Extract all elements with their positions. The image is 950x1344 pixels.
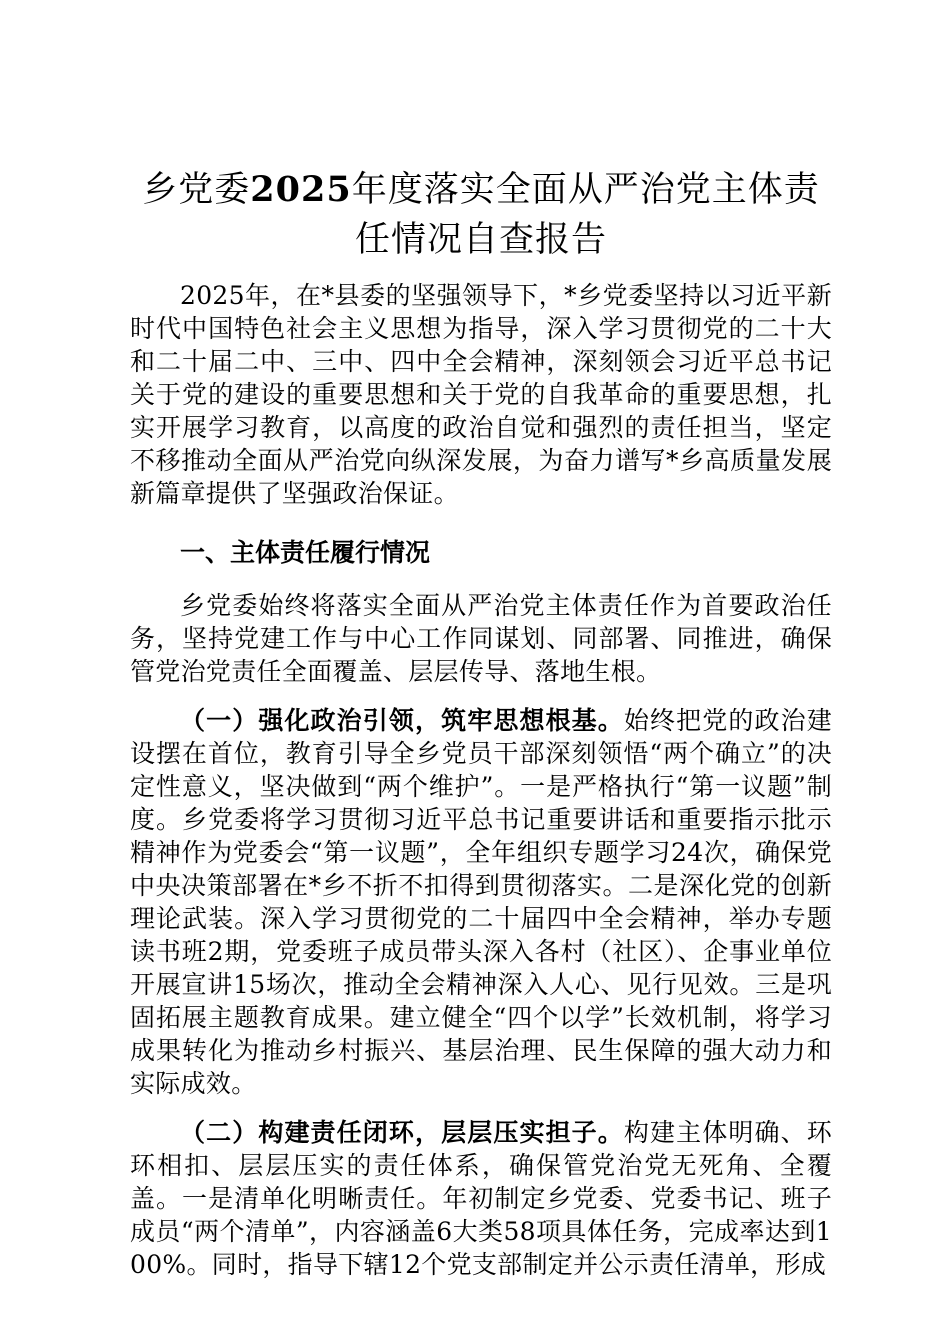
subsection-2-lead: （二）构建责任闭环，层层压实担子。: [180, 1118, 624, 1147]
section-1-heading: 一、主体责任履行情况: [180, 538, 431, 567]
subsection-2-paragraph: [130, 1116, 832, 1281]
title-prefix: 乡党委: [142, 170, 251, 210]
subsection-1-paragraph: [130, 704, 832, 1100]
title-year: 2025: [250, 169, 352, 210]
subsection-1-lead: （一）强化政治引领，筑牢思想根基。: [180, 706, 624, 735]
document-title: [130, 165, 832, 265]
section-1-overview-paragraph: 乡党委始终将落实全面从严治党主体责任作为首要政治任务，坚持党建工作与中心工作同谋划、同部署、同推进，确保管党治党责任全面覆盖、层层传导、落地生根。: [130, 591, 832, 686]
title-suffix: 年度落实全面从严治党主体责任情况自查报告: [351, 170, 820, 260]
intro-paragraph: 2025年，在*县委的坚强领导下，*乡党委坚持以习近平新时代中国特色社会主义思想为指导，深入学习贯彻党的二十大和二十届二中、三中、四中全会精神，深刻领会习近平总书记关于党的建设的重要思想和关于党的自我革命的重要思想，扎实开展学习教育，以高度的政治自觉和强烈的责任担当，坚定不移推动全面从严治党向纵深发展，为奋力谱写*乡高质量发展新篇章提供了坚强政治保证。: [130, 281, 832, 508]
subsection-1-body: 始终把党的政治建设摆在首位，教育引导全乡党员干部深刻领悟“两个确立”的决定性意义，坚决做到“两个维护”。一是严格执行“第一议题”制度。乡党委将学习贯彻习近平总书记重要讲话和重要指示批示精神作为党委会“第一议题”，全年组织专题学习24次，确保党中央决策部署在*乡不折不扣得到贯彻落实。二是深化党的创新理论武装。深入学习贯彻党的二十届四中全会精神，举办专题读书班2期，党委班子成员带头深入各村（社区）、企事业单位开展宣讲15场次，推动全会精神深入人心、见行见效。三是巩固拓展主题教育成果。建立健全“四个以学”长效机制，将学习成果转化为推动乡村振兴、基层治理、民生保障的强大动力和实际成效。: [130, 706, 832, 1098]
subsection-2-body: 构建主体明确、环环相扣、层层压实的责任体系，确保管党治党无死角、全覆盖。一是清单化明晰责任。年初制定乡党委、党委书记、班子成员“两个清单”，内容涵盖6大类58项具体任务，完成率达到100%。同时，指导下辖12个党支部制定并公示责任清单，形成: [130, 1118, 832, 1279]
